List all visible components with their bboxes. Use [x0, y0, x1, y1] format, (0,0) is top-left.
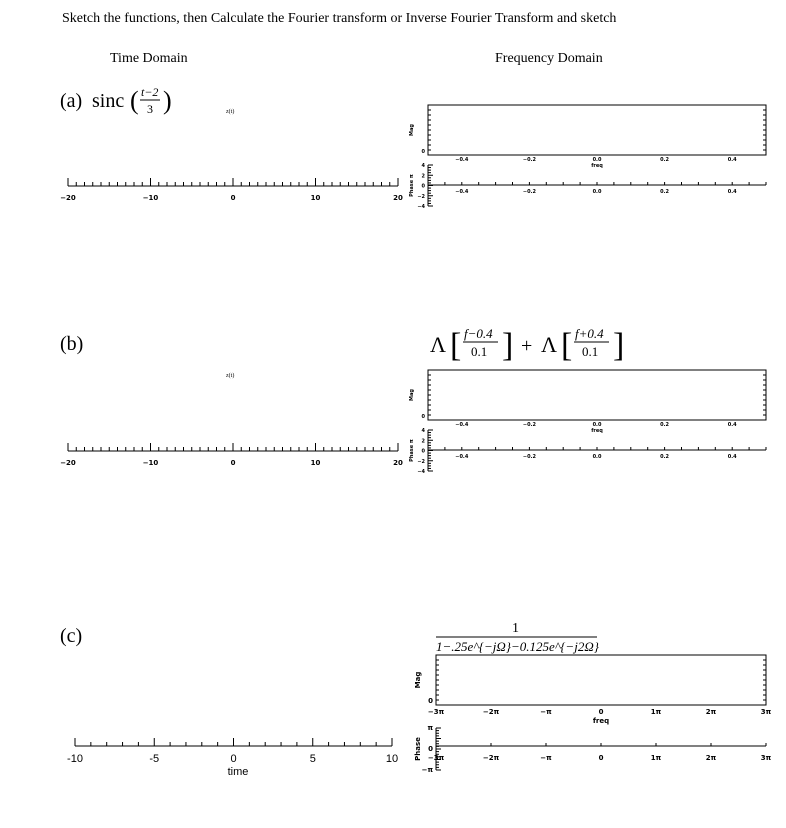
time-domain-header: Time Domain: [110, 51, 188, 66]
fraction-numerator: t−2: [141, 85, 159, 99]
problem-c: [60, 621, 600, 654]
problem-label: (c): [60, 625, 83, 647]
freq-tick-label: 0.4: [727, 422, 737, 428]
magnitude-axis-label: Mag: [409, 124, 415, 136]
time-tick-label: 10: [310, 194, 321, 202]
freq-tick-label: −0.4: [455, 422, 469, 428]
magnitude-axis-label: Mag: [409, 389, 415, 401]
time-tick-label: −20: [60, 194, 76, 202]
magnitude-zero-label: 0: [428, 697, 433, 705]
phase-tick-label: −π: [421, 766, 433, 774]
time-tick-label: 10: [385, 753, 399, 765]
freq-tick-label: 0.0: [592, 422, 602, 428]
freq-tick-label: 2π: [705, 708, 717, 716]
time-tick-label: −10: [142, 194, 159, 202]
freq-tick-label: 0.2: [660, 157, 670, 163]
frequency-domain-header: Frequency Domain: [495, 51, 603, 66]
fraction-numerator: 1: [512, 621, 519, 636]
phase-axis-label: Phase π: [409, 174, 415, 197]
freq-tick-label: 0: [598, 708, 604, 716]
freq-tick-label: 0.4: [727, 157, 737, 163]
freq-tick-label: −3π: [427, 708, 445, 716]
time-tick-label: 0: [230, 753, 237, 765]
numerator-2: f+0.4: [575, 326, 604, 341]
time-tick-label: 10: [310, 459, 321, 467]
time-tick-label: 20: [393, 194, 403, 202]
phase-tick-label: 2: [421, 438, 425, 445]
phase-tick-label: 2: [421, 173, 425, 180]
time-tick-label: −20: [60, 459, 76, 467]
phase-tick-label: −2: [417, 193, 425, 200]
freq-tick-label: −2π: [482, 708, 500, 716]
phase-plot: [414, 724, 772, 774]
phase-freq-tick-label: −2π: [482, 754, 500, 762]
phase-freq-tick-label: −0.4: [455, 454, 469, 460]
sinc-function: sinc: [92, 90, 125, 112]
lambda-2: Λ: [541, 332, 557, 357]
phase-tick-label: 4: [421, 163, 425, 169]
time-tick-label: -10: [67, 753, 83, 765]
magnitude-plot: [409, 105, 766, 169]
phase-freq-tick-label: 0.2: [660, 454, 670, 460]
phase-tick-label: 0: [428, 745, 433, 753]
phase-freq-tick-label: 0.2: [660, 189, 670, 195]
problem-label: (b): [60, 333, 84, 355]
magnitude-frame: [436, 655, 766, 705]
time-tick-label: 0: [230, 459, 236, 467]
phase-tick-label: 0: [421, 448, 425, 455]
phase-freq-tick-label: 0: [598, 754, 604, 762]
phase-freq-tick-label: 1π: [650, 754, 662, 762]
fraction-denominator: 3: [147, 102, 153, 116]
phase-tick-label: 4: [421, 428, 425, 434]
freq-tick-label: −0.2: [522, 157, 536, 163]
phase-freq-tick-label: 0.0: [592, 454, 602, 460]
bracket-right: ]: [502, 327, 514, 364]
time-tick-label: 5: [309, 753, 316, 765]
phase-freq-tick-label: −0.2: [522, 454, 536, 460]
time-tick-label: −10: [142, 459, 159, 467]
time-axis: [60, 178, 403, 202]
magnitude-zero-label: 0: [421, 414, 425, 420]
numerator-1: f−0.4: [464, 326, 493, 341]
instructions: Sketch the functions, then Calculate the Fourier transform or Inverse Fourier Transform and sketch: [62, 11, 617, 26]
freq-tick-label: 1π: [650, 708, 662, 716]
bracket-left: [: [561, 327, 573, 364]
magnitude-zero-label: 0: [421, 149, 425, 155]
paren-left: (: [130, 86, 139, 115]
phase-tick-label: −4: [417, 204, 425, 210]
magnitude-plot: [409, 370, 766, 434]
phase-freq-tick-label: 3π: [760, 754, 772, 762]
problem-label: (a): [60, 90, 83, 112]
freq-tick-label: 0.0: [592, 157, 602, 163]
phase-plot: [409, 163, 766, 210]
phase-tick-label: −2: [417, 458, 425, 465]
freq-tick-label: 3π: [760, 708, 772, 716]
plot-title-artifact: z(t): [226, 109, 235, 115]
bracket-left: [: [450, 327, 462, 364]
freq-axis-label: freq: [592, 717, 610, 725]
phase-tick-label: π: [427, 724, 433, 732]
phase-axis-label: Phase π: [409, 439, 415, 462]
freq-tick-label: −π: [540, 708, 552, 716]
problem-b: [60, 326, 624, 379]
plot-title-artifact: z(t): [226, 373, 235, 379]
lambda-1: Λ: [430, 332, 446, 357]
magnitude-frame: [428, 105, 766, 155]
time-tick-label: -5: [149, 753, 160, 765]
time-axis-label: time: [227, 766, 249, 778]
freq-tick-label: 0.2: [660, 422, 670, 428]
time-axis: [67, 738, 398, 765]
bracket-right: ]: [613, 327, 625, 364]
phase-freq-tick-label: −0.4: [455, 189, 469, 195]
phase-freq-tick-label: 0.0: [592, 189, 602, 195]
phase-tick-label: 0: [421, 183, 425, 190]
magnitude-plot: [414, 655, 772, 725]
time-axis: [60, 443, 403, 467]
phase-freq-tick-label: 0.4: [727, 454, 737, 460]
problem-a: [60, 85, 234, 116]
freq-axis-label: freq: [591, 428, 603, 434]
phase-plot: [409, 428, 766, 475]
phase-tick-label: −4: [417, 469, 425, 475]
phase-freq-tick-label: −π: [540, 754, 552, 762]
paren-right: ): [163, 86, 172, 115]
phase-freq-tick-label: 2π: [705, 754, 717, 762]
denominator-2: 0.1: [582, 344, 599, 359]
fraction-denominator: 1−.25e^{−jΩ}−0.125e^{−j2Ω}: [436, 639, 599, 654]
phase-freq-tick-label: 0.4: [727, 189, 737, 195]
denominator-1: 0.1: [471, 344, 488, 359]
phase-axis-label: Phase: [414, 737, 422, 761]
magnitude-frame: [428, 370, 766, 420]
time-tick-label: 20: [393, 459, 403, 467]
freq-tick-label: −0.4: [455, 157, 469, 163]
phase-freq-tick-label: −3π: [427, 754, 445, 762]
plus: +: [521, 335, 533, 357]
freq-tick-label: −0.2: [522, 422, 536, 428]
phase-freq-tick-label: −0.2: [522, 189, 536, 195]
magnitude-axis-label: Mag: [414, 671, 422, 689]
freq-axis-label: freq: [591, 163, 603, 169]
time-tick-label: 0: [230, 194, 236, 202]
